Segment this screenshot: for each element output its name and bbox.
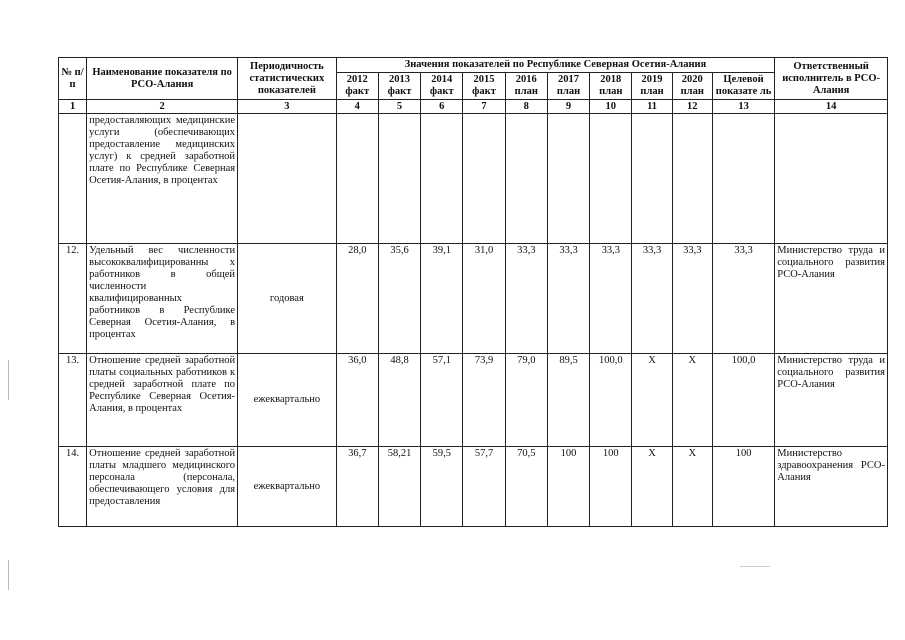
header-values-group: Значения показателей по Республике Северная Осетия-Алания — [336, 58, 775, 73]
year-value: 73,9 — [463, 354, 505, 447]
header-year-2015: 2015 факт — [463, 73, 505, 100]
column-number: 2 — [87, 100, 238, 114]
table-row — [59, 447, 888, 527]
header-year-2012: 2012 факт — [336, 73, 378, 100]
year-value — [463, 114, 505, 244]
indicator-name: Отношение средней заработной платы социальных работников к средней заработной плате по Республике Северная Осетия-Алания, в процентах — [87, 354, 238, 447]
responsible-executor: Министерство труда и социального развития РСО-Алания — [775, 354, 888, 447]
column-number: 14 — [775, 100, 888, 114]
header-year-2018: 2018 план — [590, 73, 632, 100]
target-value — [712, 114, 774, 244]
indicator-name: Отношение средней заработной платы младшего медицинского персонала (персонала, обеспечивающего условия для предоставления — [87, 447, 238, 527]
column-number: 13 — [712, 100, 774, 114]
year-value: Х — [672, 447, 712, 527]
year-value: 48,8 — [378, 354, 420, 447]
year-value: 33,3 — [632, 244, 672, 354]
periodicity: ежеквартально — [238, 354, 337, 447]
header-responsible: Ответственный исполнитель в РСО-Алания — [775, 58, 888, 100]
year-value: Х — [632, 354, 672, 447]
header-target: Целевой показате ль — [712, 73, 774, 100]
year-value: 33,3 — [547, 244, 589, 354]
table-row — [59, 244, 888, 354]
year-value: 70,5 — [505, 447, 547, 527]
year-value — [505, 114, 547, 244]
year-value: 35,6 — [378, 244, 420, 354]
responsible-executor — [775, 114, 888, 244]
header-year-2019: 2019 план — [632, 73, 672, 100]
target-value: 100 — [712, 447, 774, 527]
year-value — [378, 114, 420, 244]
column-numbers-row — [59, 100, 888, 114]
periodicity: ежеквартально — [238, 447, 337, 527]
year-value: 57,1 — [421, 354, 463, 447]
column-number: 6 — [421, 100, 463, 114]
year-value — [672, 114, 712, 244]
year-value: 36,0 — [336, 354, 378, 447]
column-number: 4 — [336, 100, 378, 114]
year-value: 33,3 — [505, 244, 547, 354]
column-number: 11 — [632, 100, 672, 114]
year-value: 100,0 — [590, 354, 632, 447]
responsible-executor: Министерство здравоохранения РСО-Алания — [775, 447, 888, 527]
target-value: 33,3 — [712, 244, 774, 354]
year-value: 100 — [590, 447, 632, 527]
row-number: 12. — [59, 244, 87, 354]
periodicity: годовая — [238, 244, 337, 354]
year-value: 79,0 — [505, 354, 547, 447]
year-value: 33,3 — [672, 244, 712, 354]
year-value — [547, 114, 589, 244]
scan-mark — [8, 360, 9, 400]
year-value: 59,5 — [421, 447, 463, 527]
header-year-2020: 2020 план — [672, 73, 712, 100]
row-number: 14. — [59, 447, 87, 527]
year-value: 57,7 — [463, 447, 505, 527]
header-year-2013: 2013 факт — [378, 73, 420, 100]
column-number: 3 — [238, 100, 337, 114]
year-value: 33,3 — [590, 244, 632, 354]
scan-mark — [8, 560, 9, 590]
periodicity — [238, 114, 337, 244]
row-number — [59, 114, 87, 244]
year-value — [421, 114, 463, 244]
header-year-2014: 2014 факт — [421, 73, 463, 100]
target-value: 100,0 — [712, 354, 774, 447]
table-row — [59, 114, 888, 244]
table-row — [59, 354, 888, 447]
column-number: 9 — [547, 100, 589, 114]
column-number: 10 — [590, 100, 632, 114]
column-number: 1 — [59, 100, 87, 114]
header-name: Наименование показателя по РСО-Алания — [87, 58, 238, 100]
column-number: 7 — [463, 100, 505, 114]
year-value: 58,21 — [378, 447, 420, 527]
year-value: 36,7 — [336, 447, 378, 527]
year-value — [590, 114, 632, 244]
year-value: 39,1 — [421, 244, 463, 354]
column-number: 12 — [672, 100, 712, 114]
year-value: 100 — [547, 447, 589, 527]
column-number: 8 — [505, 100, 547, 114]
year-value — [632, 114, 672, 244]
header-year-2017: 2017 план — [547, 73, 589, 100]
year-value: 31,0 — [463, 244, 505, 354]
column-number: 5 — [378, 100, 420, 114]
indicators-table — [58, 57, 888, 527]
responsible-executor: Министерство труда и социального развития РСО-Алания — [775, 244, 888, 354]
scan-mark — [740, 566, 770, 567]
row-number: 13. — [59, 354, 87, 447]
year-value: 89,5 — [547, 354, 589, 447]
year-value — [336, 114, 378, 244]
header-period: Периодичность статистических показателей — [238, 58, 337, 100]
indicator-name: Удельный вес численности высококвалифицированны х работников в общей численности квалифицированных работников в Республике Северная Осетия-Алания, в процентах — [87, 244, 238, 354]
year-value: Х — [672, 354, 712, 447]
header-num: № п/п — [59, 58, 87, 100]
header-year-2016: 2016 план — [505, 73, 547, 100]
year-value: Х — [632, 447, 672, 527]
indicator-name: предоставляющих медицинские услуги (обеспечивающих предоставление медицинских услуг) к средней заработной плате по Республике Северная Осетия-Алания, в процентах — [87, 114, 238, 244]
year-value: 28,0 — [336, 244, 378, 354]
